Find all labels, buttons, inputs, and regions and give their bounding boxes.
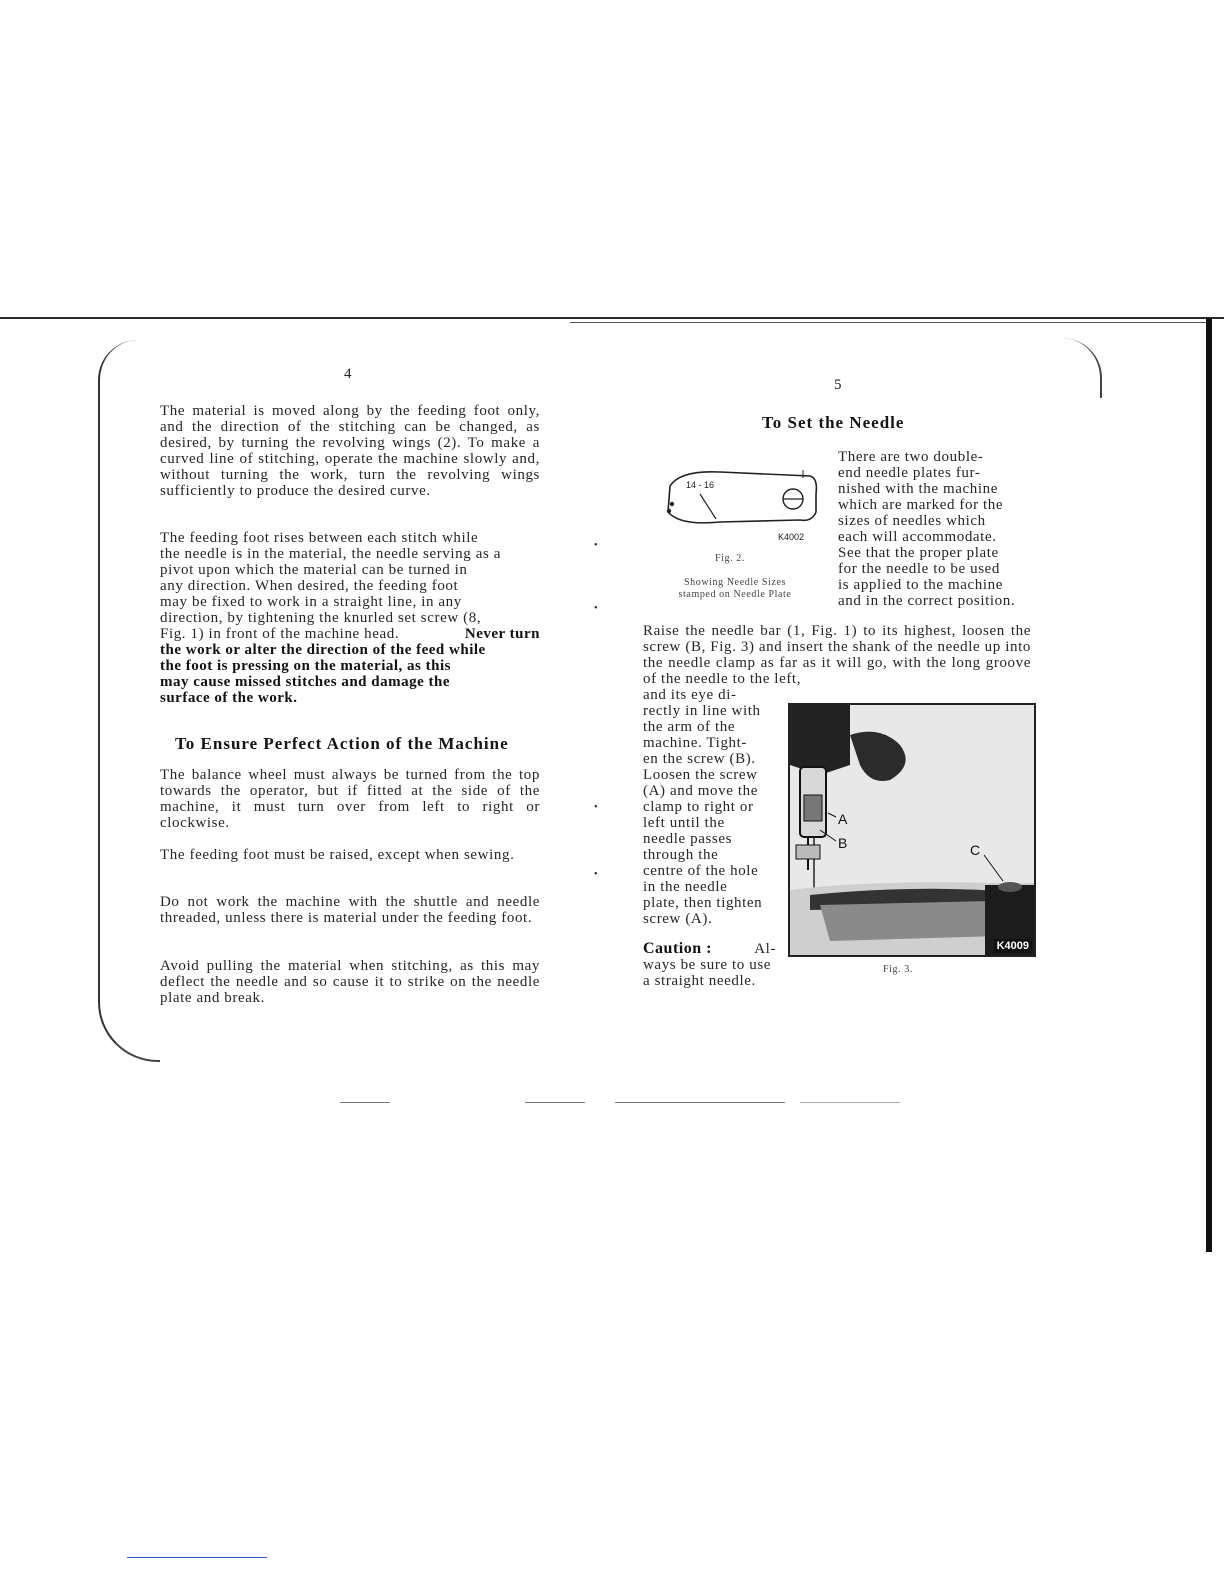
section-heading-set-needle: To Set the Needle [762, 413, 905, 432]
warning-text: Never turn [464, 626, 540, 642]
text-line: the arm of the [643, 719, 736, 735]
figure-3-label: Fig. 3. [882, 964, 914, 975]
bottom-edge-mark [800, 1102, 900, 1103]
callout-c: C [970, 842, 981, 858]
page-number-left: 4 [344, 366, 352, 382]
text-line: plate, then tighten [643, 895, 763, 911]
text-line: Loosen the screw [643, 767, 758, 783]
text-line: screw (A). [643, 911, 713, 927]
margin-mark: • [594, 540, 598, 551]
section-heading-perfect-action: To Ensure Perfect Action of the Machine [175, 734, 509, 753]
margin-mark: • [594, 802, 598, 813]
text-line: pivot upon which the material can be turned in [160, 562, 468, 578]
text-line: en the screw (B). [643, 751, 756, 767]
text-line: direction, by tightening the knurled set screw (8, [160, 610, 482, 626]
figure-2-label: Fig. 2. [714, 553, 746, 564]
text-line: any direction. When desired, the feeding foot [160, 578, 459, 594]
paragraph-balance-wheel: The balance wheel must always be turned from the top towards the operator, but if fitted at the side of the machine, it must turn over from left to right or clockwise. [160, 767, 540, 831]
text-line: end needle plates fur- [838, 465, 981, 481]
needle-clamp-illustration [790, 705, 1034, 955]
paragraph-raise-needle-bar: Raise the needle bar (1, Fig. 1) to its highest, loosen the screw (B, Fig. 3) and insert the shank of the needle up into the needle clamp as far as it will go, with the long groove of the needle to the left, [643, 623, 1031, 687]
paragraph-align-needle [643, 687, 776, 927]
warning-line: may cause missed stitches and damage the [160, 674, 450, 690]
part-number-label: K4002 [778, 532, 805, 542]
paragraph-raise-foot: The feeding foot must be raised, except when sewing. [160, 847, 515, 863]
paragraph-needle-plates [838, 449, 1030, 609]
text-line: clamp to right or [643, 799, 754, 815]
text-line: The feeding foot rises between each stitch while [160, 530, 479, 546]
paragraph-threaded: Do not work the machine with the shuttle and needle threaded, unless there is material under the feeding foot. [160, 894, 540, 926]
figure-2-caption [660, 577, 810, 601]
text-line [160, 626, 540, 642]
text-line: centre of the hole [643, 863, 759, 879]
needle-clamp-photo [788, 703, 1036, 957]
text-line: for the needle to be used [838, 561, 1001, 577]
margin-mark: • [594, 869, 598, 880]
paragraph-revolving-wings: The material is moved along by the feeding foot only, and the direction of the stitching can be changed, as desired, by turning the revolving wings (2). To make a curved line of stitching, operate the machine slowly and, without turning the work, turn the revolving wings sufficiently to produce the desired curve. [160, 403, 540, 499]
text-line: which are marked for the [838, 497, 1004, 513]
warning-line: the foot is pressing on the material, as this [160, 658, 451, 674]
text-line: sizes of needles which [838, 513, 986, 529]
bottom-edge-mark [525, 1102, 585, 1103]
paragraph-feeding-foot [160, 530, 540, 706]
text-line: nished with the machine [838, 481, 999, 497]
text-run: Al- [754, 941, 776, 957]
text-line: may be fixed to work in a straight line, in any [160, 594, 462, 610]
text-line: and its eye di- [643, 687, 737, 703]
text-line: (A) and move the [643, 783, 758, 799]
text-line: ways be sure to use [643, 957, 772, 973]
margin-mark: • [594, 603, 598, 614]
page-number-right: 5 [834, 377, 842, 393]
text-line: in the needle [643, 879, 728, 895]
text-line [643, 941, 776, 957]
footer-underline [127, 1557, 267, 1558]
text-line: the needle is in the material, the needle serving as a [160, 546, 502, 562]
text-line: rectly in line with [643, 703, 761, 719]
warning-line: surface of the work. [160, 690, 298, 706]
caption-line: Showing Needle Sizes [684, 577, 786, 588]
text-line: needle passes [643, 831, 733, 847]
scan-edge-right [1206, 318, 1212, 1252]
booklet-left-edge [98, 340, 160, 1062]
callout-b: B [838, 835, 848, 851]
warning-line: the work or alter the direction of the feed while [160, 642, 486, 658]
bottom-edge-mark [340, 1102, 390, 1103]
text-line: each will accommodate. [838, 529, 997, 545]
callout-a: A [838, 811, 848, 827]
text-line: left until the [643, 815, 725, 831]
paragraph-pulling: Avoid pulling the material when stitching, as this may deflect the needle and so cause it to strike on the needle plate and break. [160, 958, 540, 1006]
text-line: is applied to the machine [838, 577, 1003, 593]
booklet-right-edge [1060, 338, 1102, 398]
text-line: a straight needle. [643, 973, 756, 989]
caption-line: stamped on Needle Plate [678, 589, 792, 600]
needle-plate-figure [660, 464, 820, 544]
text-line: machine. Tight- [643, 735, 748, 751]
text-line: through the [643, 847, 719, 863]
needle-size-marking: 14 - 16 [686, 480, 715, 490]
text-line: See that the proper plate [838, 545, 999, 561]
caution-note [643, 941, 776, 989]
text-run: Fig. 1) in front of the machine head. [160, 626, 400, 642]
part-number-label: K4009 [994, 939, 1032, 953]
bottom-edge-mark [615, 1102, 785, 1103]
scan-edge-top [0, 317, 1224, 319]
caution-label: Caution : [643, 940, 712, 957]
text-line: and in the correct position. [838, 593, 1016, 609]
scan-edge-top-inner [570, 322, 1210, 323]
text-line: There are two double- [838, 449, 984, 465]
